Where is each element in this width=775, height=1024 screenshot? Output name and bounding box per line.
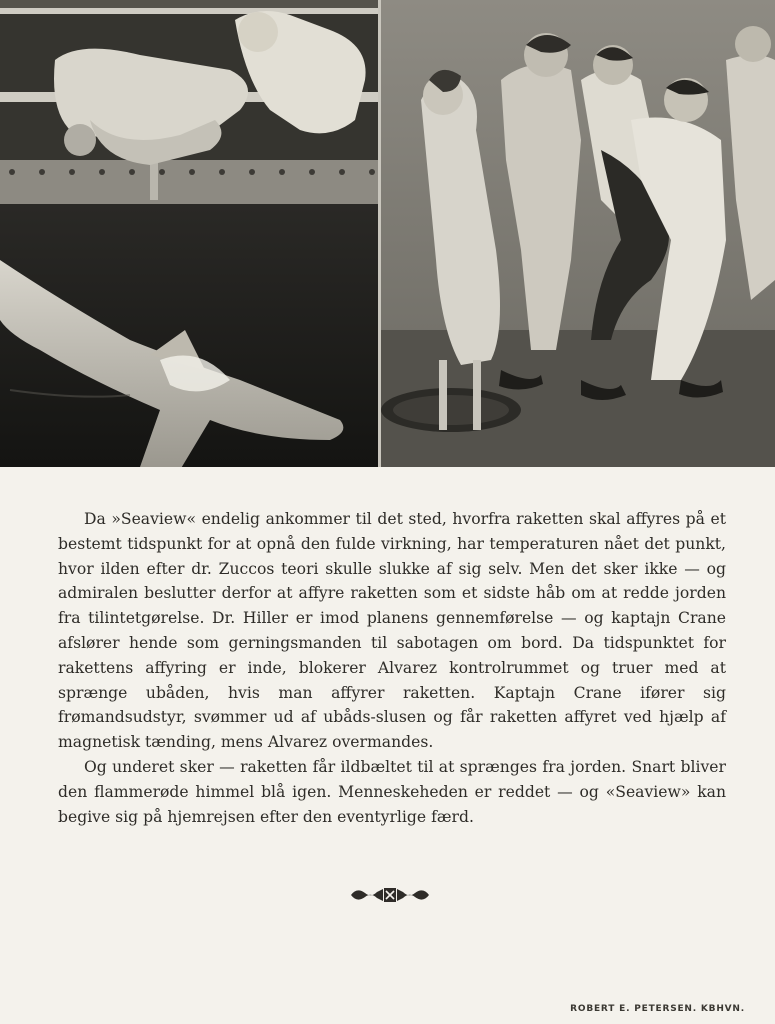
photo-shark-tank [0,0,378,467]
story-text [58,507,726,829]
crew-struggle-illustration [381,0,775,467]
decorative-scroll-icon [347,884,433,906]
printer-credit: ROBERT E. PETERSEN. KBHVN. [570,1004,745,1014]
shark-tank-illustration [0,0,378,467]
story-paragraph-2: Og underet sker — raketten får ildbæltet til at sprænges fra jorden. Snart bliver den flammerøde himmel blå igen. Menneskeheden er reddet — og «Seaview» kan begive sig på hjemrejsen efter den eventyrlige færd. [58,757,726,826]
photo-crew-struggle [381,0,775,467]
story-paragraph-1: Da »Seaview« endelig ankommer til det sted, hvorfra raketten skal affyres på et bestemt tidspunkt for at opnå den fulde virkning, har temperaturen nået det punkt, hvor ilden efter dr. Zuccos teori skulle slukke af sig selv. Men det sker ikke — og admiralen beslutter derfor at affyre raketten som et sidste håb om at redde jorden fra tilintetgørelse. Dr. Hiller er imod planens gennemførelse — og kaptajn Crane afslører hende som gerningsmanden til sabotagen om bord. Da tidspunktet for rakettens affyring er inde, blokerer Alvarez kontrolrummet og truer med at sprænge ubåden, hvis man affyrer raketten. Kaptajn Crane ifører sig frømandsudstyr, svømmer ud af ubåds-slusen og får raketten affyret ved hjælp af magnetisk tænding, mens Alvarez overmandes. [58,510,726,752]
photo-strip [0,0,775,467]
